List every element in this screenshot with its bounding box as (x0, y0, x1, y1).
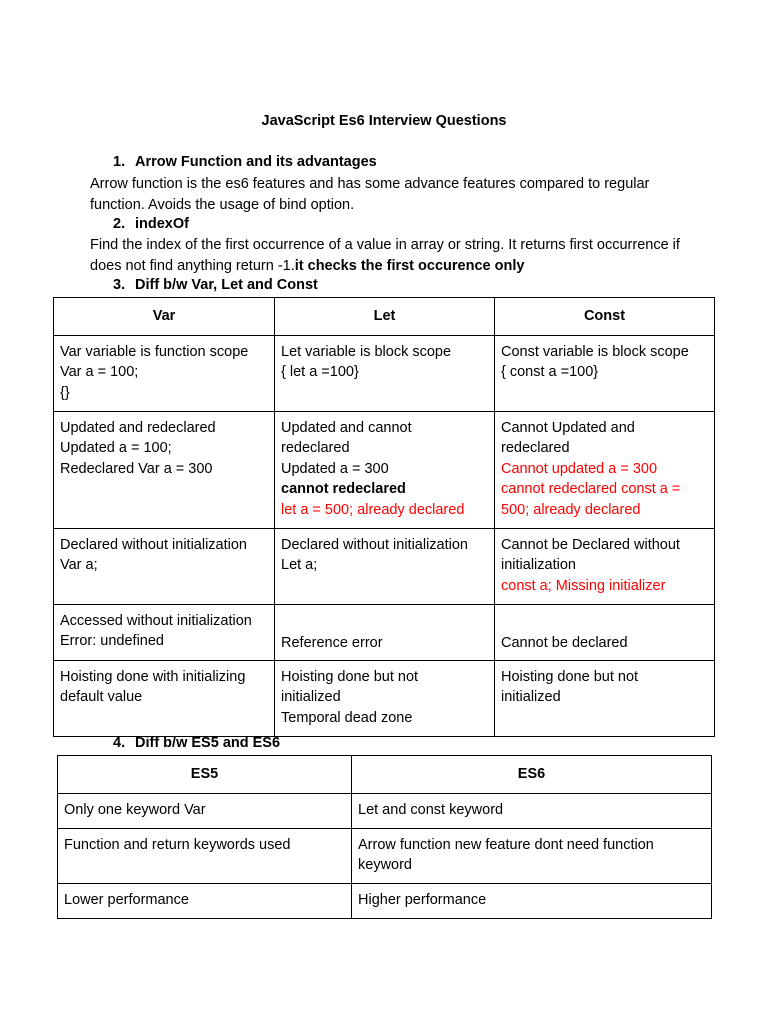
section-2-text: Find the index of the first occurrence of a value in array or string. It returns first occurrence if does not find anything return -1.it checks the first occurence only (90, 237, 680, 274)
table-row (58, 793, 712, 828)
section-1-text: Arrow function is the es6 features and has some advance features compared to regular function. Avoids the usage of bind option. (90, 176, 650, 213)
header-const: Const (495, 298, 715, 336)
cell-const-redeclare: Cannot Updated and redeclared Cannot updated a = 300 cannot redeclared const a = 500; already declared (495, 411, 715, 528)
table-row (54, 604, 715, 660)
cell-const-declare: Cannot be Declared without initialization const a; Missing initializer (495, 528, 715, 604)
section-2-heading: 2. indexOf (113, 216, 189, 232)
cell-let-hoisting: Hoisting done but not initialized Temporal dead zone (275, 660, 495, 736)
cell-es6: Arrow function new feature dont need function keyword (352, 828, 712, 883)
cell-const-scope: Const variable is block scope { const a =100} (495, 335, 715, 411)
var-let-const-table (53, 297, 715, 737)
table-header-row (58, 756, 712, 794)
section-1-heading: 1. Arrow Function and its advantages (113, 154, 377, 170)
cell-var-access: Accessed without initialization Error: undefined (54, 604, 275, 660)
table-row (54, 335, 715, 411)
cell-let-scope: Let variable is block scope { let a =100} (275, 335, 495, 411)
cell-es6: Higher performance (352, 883, 712, 918)
header-es5: ES5 (58, 756, 352, 794)
section-2-bold-note: it checks the first occurence only (294, 257, 525, 274)
table-row (58, 883, 712, 918)
es5-es6-table (57, 755, 712, 919)
cell-const-access: Cannot be declared (495, 604, 715, 660)
cell-const-hoisting: Hoisting done but not initialized (495, 660, 715, 736)
table-row (58, 828, 712, 883)
cell-let-access: Reference error (275, 604, 495, 660)
table-header-row (54, 298, 715, 336)
cell-es5: Lower performance (58, 883, 352, 918)
cell-es5: Only one keyword Var (58, 793, 352, 828)
cell-var-hoisting: Hoisting done with initializing default value (54, 660, 275, 736)
cell-let-redeclare: Updated and cannot redeclared Updated a = 300 cannot redeclared let a = 500; already declared (275, 411, 495, 528)
cell-var-scope: Var variable is function scope Var a = 100; {} (54, 335, 275, 411)
table-row (54, 660, 715, 736)
section-4-heading: 4. Diff b/w ES5 and ES6 (113, 735, 281, 751)
document-title: JavaScript Es6 Interview Questions (261, 113, 507, 129)
table-row (54, 528, 715, 604)
header-es6: ES6 (352, 756, 712, 794)
section-3-heading: 3. Diff b/w Var, Let and Const (113, 277, 318, 293)
cell-let-declare: Declared without initialization Let a; (275, 528, 495, 604)
cell-es6: Let and const keyword (352, 793, 712, 828)
cell-es5: Function and return keywords used (58, 828, 352, 883)
header-var: Var (54, 298, 275, 336)
cell-var-redeclare: Updated and redeclared Updated a = 100; Redeclared Var a = 300 (54, 411, 275, 528)
cell-var-declare: Declared without initialization Var a; (54, 528, 275, 604)
table-row (54, 411, 715, 528)
header-let: Let (275, 298, 495, 336)
